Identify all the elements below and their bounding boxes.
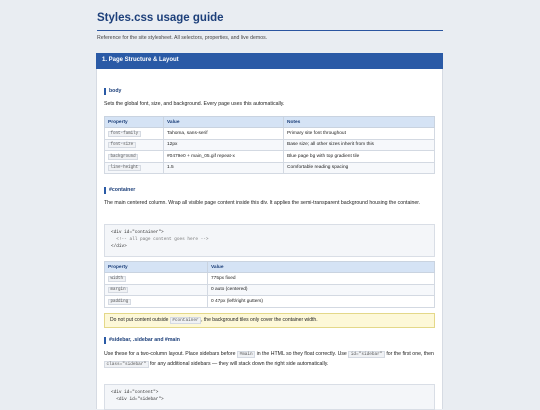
note-text: , the background tiles only cover the container width. [201, 317, 318, 323]
sidebar-heading: #sidebar, .sidebar and #main [104, 337, 180, 344]
property-code: padding [108, 299, 131, 305]
property-cell [105, 162, 164, 174]
sidebar-code-block [104, 384, 435, 410]
table-row [105, 162, 435, 174]
notes-cell: Primary site font throughout [284, 128, 435, 140]
page-title: Styles.css usage guide [97, 12, 224, 24]
table-header-row [105, 117, 435, 128]
notes-cell: Comfortable reading spacing [284, 162, 435, 174]
value-cell: 1.5 [164, 162, 284, 174]
column-header: Notes [284, 117, 435, 128]
table-row [105, 139, 435, 151]
column-header: Value [164, 117, 284, 128]
body-properties-table [104, 116, 435, 174]
sidebar-description [104, 350, 434, 369]
container-properties-table [104, 261, 435, 308]
container-code-block [104, 224, 435, 257]
property-code: font-size [108, 142, 136, 148]
property-code: line-height [108, 165, 141, 171]
description-text: in the HTML so they float correctly. Use [256, 351, 347, 357]
property-code: width [108, 276, 126, 282]
property-cell [105, 128, 164, 140]
value-cell: Tahoma, sans-serif [164, 128, 284, 140]
description-text: for the first one, then [386, 351, 434, 357]
note-text: Do not put content outside [110, 317, 169, 323]
property-cell [105, 284, 208, 296]
inline-code: #main [237, 351, 255, 358]
body-description: Sets the global font, size, and background. Every page uses this automatically. [104, 101, 285, 107]
code-line: <div id="content"> [111, 390, 159, 395]
value-cell: 775px fixed [208, 273, 435, 285]
column-header: Property [105, 117, 164, 128]
note-code-chip: #container [170, 317, 201, 324]
column-header: Value [208, 262, 435, 273]
property-code: font-family [108, 131, 141, 137]
property-cell [105, 139, 164, 151]
column-header: Property [105, 262, 208, 273]
page-subtitle: Reference for the site stylesheet. All selectors, properties, and live demos. [97, 35, 268, 41]
inline-code: class="sidebar" [104, 361, 149, 368]
value-cell: 0 auto (centered) [208, 284, 435, 296]
code-line: <div id="sidebar"> [111, 397, 164, 403]
table-row [105, 296, 435, 308]
property-cell [105, 273, 208, 285]
description-text: for any additional sidebars — they will stack down the right side automatically. [149, 360, 329, 367]
code-line: </div> [111, 244, 127, 250]
code-line: <!-- all page content goes here --> [111, 237, 209, 243]
description-text: Use these for a two-column layout. Place sidebars before [104, 351, 236, 357]
value-cell: 12px [164, 139, 284, 151]
table-row [105, 128, 435, 140]
notes-cell: Blue page bg with top gradient tile [284, 151, 435, 163]
container-warning-note [104, 313, 435, 328]
property-cell [105, 296, 208, 308]
value-cell: #0479e0 + main_05.gif repeat-x [164, 151, 284, 163]
body-heading: body [104, 88, 121, 95]
container-description: The main centered column. Wrap all visible page content inside this div. It applies the semi-transparent background housing the container. [104, 200, 421, 206]
inline-code: id="sidebar" [348, 351, 385, 358]
table-row [105, 151, 435, 163]
table-row [105, 284, 435, 296]
table-row [105, 273, 435, 285]
property-cell [105, 151, 164, 163]
section-header: 1. Page Structure & Layout [96, 53, 443, 69]
property-code: margin [108, 287, 128, 293]
code-line: <div id="container"> [111, 230, 164, 235]
property-code: background [108, 154, 138, 160]
title-divider [97, 30, 443, 31]
value-cell: 0 47px (left/right gutters) [208, 296, 435, 308]
container-heading: #container [104, 187, 135, 194]
table-header-row [105, 262, 435, 273]
notes-cell: Base size; all other sizes inherit from this [284, 139, 435, 151]
